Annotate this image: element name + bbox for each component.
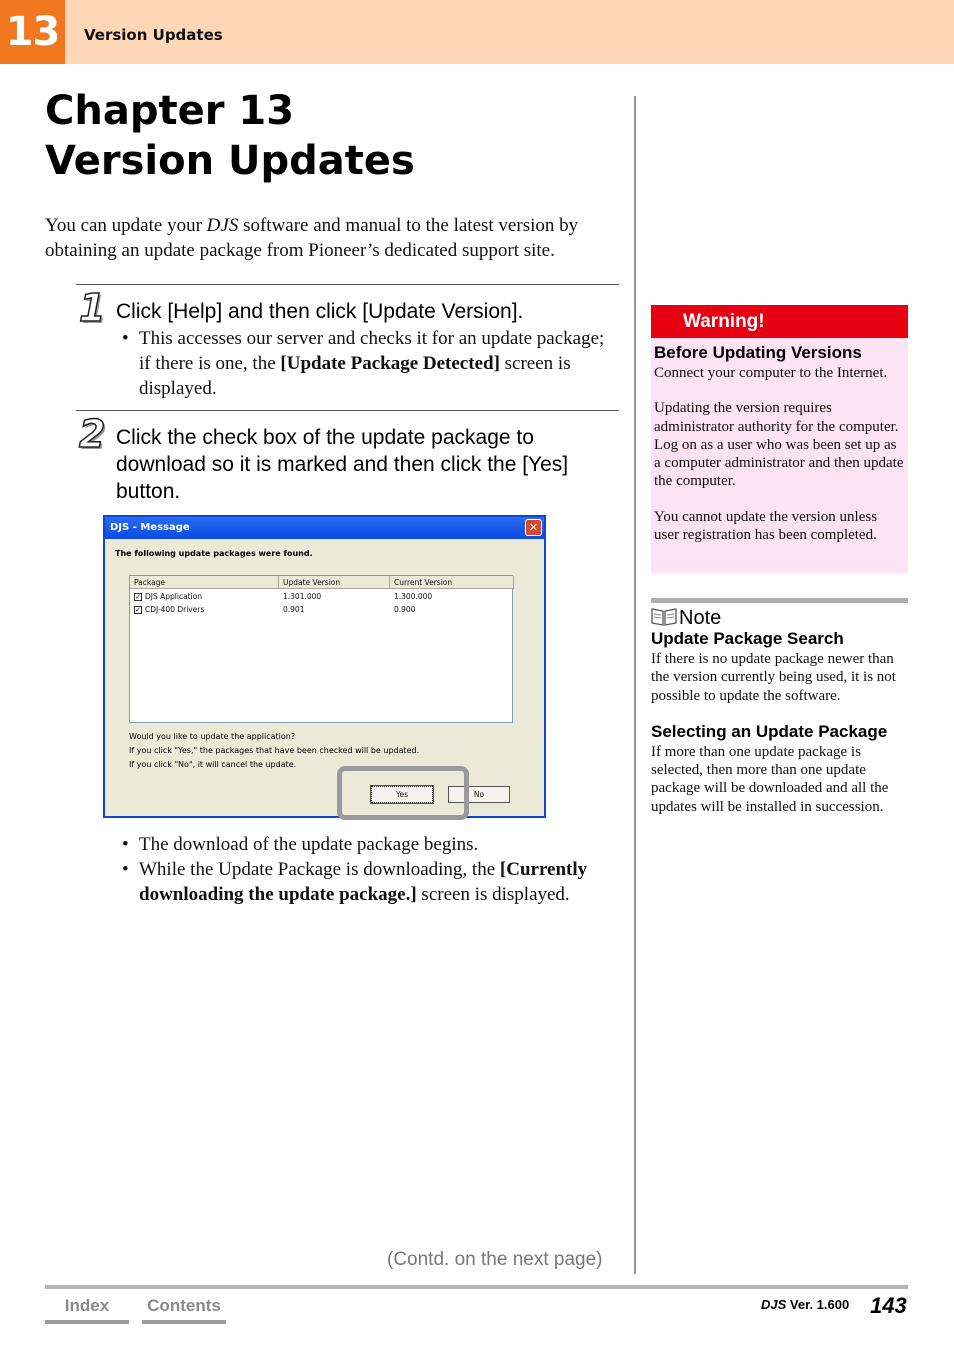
bullet-text-pre: While the Update Package is downloading, the xyxy=(139,859,500,880)
yes-button[interactable]: Yes xyxy=(371,786,433,803)
package-name: CDJ-400 Drivers xyxy=(145,605,205,614)
note-label: Note xyxy=(679,607,722,629)
step-1-heading: Click [Help] and then click [Update Version]. xyxy=(116,300,524,323)
warning-paragraph: You cannot update the version unless user registration has been completed. xyxy=(654,508,878,544)
contents-link[interactable]: Contents xyxy=(142,1294,226,1324)
warning-paragraph: Updating the version requires administrator authority for the computer. Log on as a user who was been set up as a computer administrator and then update the computer. xyxy=(654,400,904,490)
warning-box xyxy=(651,338,908,573)
note-bar xyxy=(651,598,908,603)
dialog-message: The following update packages were found. xyxy=(115,549,313,558)
step-2-bullet xyxy=(122,857,617,907)
column-header-update-version[interactable]: Update Version xyxy=(279,576,390,589)
warning-label: Warning! xyxy=(651,305,908,338)
step-divider xyxy=(76,284,619,285)
continued-notice: (Contd. on the next page) xyxy=(387,1249,603,1270)
bullet-text-post: screen is displayed. xyxy=(416,884,570,905)
column-header-current-version[interactable]: Current Version xyxy=(390,576,514,589)
bullet-text-bold: [Update Package Detected] xyxy=(280,353,500,374)
package-name: DJS Application xyxy=(145,592,203,601)
footer-product: DJS xyxy=(761,1297,787,1312)
no-button[interactable]: No xyxy=(448,786,510,803)
step-1-number: 1 xyxy=(79,286,106,330)
step-2-heading: Click the check box of the update package to download so it is marked and then click the [Yes] button. xyxy=(116,426,569,503)
footer-version-number: Ver. 1.600 xyxy=(789,1297,850,1312)
yes-button-highlight xyxy=(337,766,469,820)
intro-product: DJS xyxy=(206,215,239,236)
update-version-cell: 0.901 xyxy=(283,605,305,614)
step-1-bullet xyxy=(122,326,617,401)
package-row[interactable] xyxy=(134,604,204,616)
page-title-line2: Version Updates xyxy=(45,138,415,184)
current-version-cell: 1.300.000 xyxy=(394,592,433,601)
update-version-cell: 1.301.000 xyxy=(283,592,322,601)
intro-paragraph xyxy=(45,213,620,263)
note-section-text: If there is no update package newer than the version currently being used, it is not possible to update the software. xyxy=(651,651,896,704)
bullet-dot: • xyxy=(122,328,129,349)
page-number: 143 xyxy=(870,1293,907,1318)
checkbox-checked-icon[interactable]: ✓ xyxy=(135,593,141,601)
dialog-title: DJS - Message xyxy=(110,522,190,533)
bullet-dot: • xyxy=(122,859,129,880)
index-link[interactable]: Index xyxy=(45,1294,129,1324)
dialog-title-bar xyxy=(105,517,544,539)
note-box xyxy=(651,628,908,816)
checkbox-checked-icon[interactable]: ✓ xyxy=(135,606,141,614)
dialog-yes-info: If you click "Yes," the packages that have been checked will be updated. xyxy=(129,746,420,755)
note-section-heading: Update Package Search xyxy=(651,629,844,648)
package-row[interactable] xyxy=(134,591,202,603)
package-list xyxy=(129,575,513,723)
close-icon[interactable]: ✕ xyxy=(525,519,542,536)
warning-paragraph: Connect your computer to the Internet. xyxy=(654,365,888,381)
column-header-package[interactable]: Package xyxy=(130,576,279,589)
update-dialog xyxy=(103,515,546,818)
dialog-no-info: If you click "No", it will cancel the update. xyxy=(129,760,297,769)
dialog-question: Would you like to update the application? xyxy=(129,732,296,741)
bullet-text xyxy=(139,326,617,401)
step-2-number: 2 xyxy=(79,412,106,456)
header-title: Version Updates xyxy=(84,26,223,44)
page-title xyxy=(45,86,415,186)
bullet-text: The download of the update package begins. xyxy=(139,834,479,855)
bullet-text-bold: [Currently downloading the update package.] xyxy=(139,859,588,905)
intro-part1: You can update your xyxy=(45,215,207,236)
warning-heading: Before Updating Versions xyxy=(654,343,862,362)
bullet-text-post: screen is displayed. xyxy=(139,353,571,399)
step-2-bullet xyxy=(122,832,617,857)
step-divider xyxy=(76,410,619,411)
bullet-text xyxy=(139,857,617,907)
column-divider xyxy=(634,96,636,1274)
bullet-dot: • xyxy=(122,834,129,855)
page-title-line1: Chapter 13 xyxy=(45,88,295,134)
bullet-text-pre: This accesses our server and checks it for an update package; if there is one, the xyxy=(139,328,605,374)
intro-part2: software and manual to the latest version by obtaining an update package from Pioneer’s dedicated support site. xyxy=(45,215,579,261)
note-section-heading: Selecting an Update Package xyxy=(651,721,888,741)
book-icon xyxy=(651,606,677,626)
footer-version xyxy=(761,1297,849,1312)
current-version-cell: 0.900 xyxy=(394,605,416,614)
chapter-number-badge: 13 xyxy=(0,0,65,64)
footer-rule xyxy=(45,1285,908,1289)
note-section-text: If more than one update package is selected, then more than one update package will be downloaded and all the updates will be installed in succession. xyxy=(651,743,889,815)
